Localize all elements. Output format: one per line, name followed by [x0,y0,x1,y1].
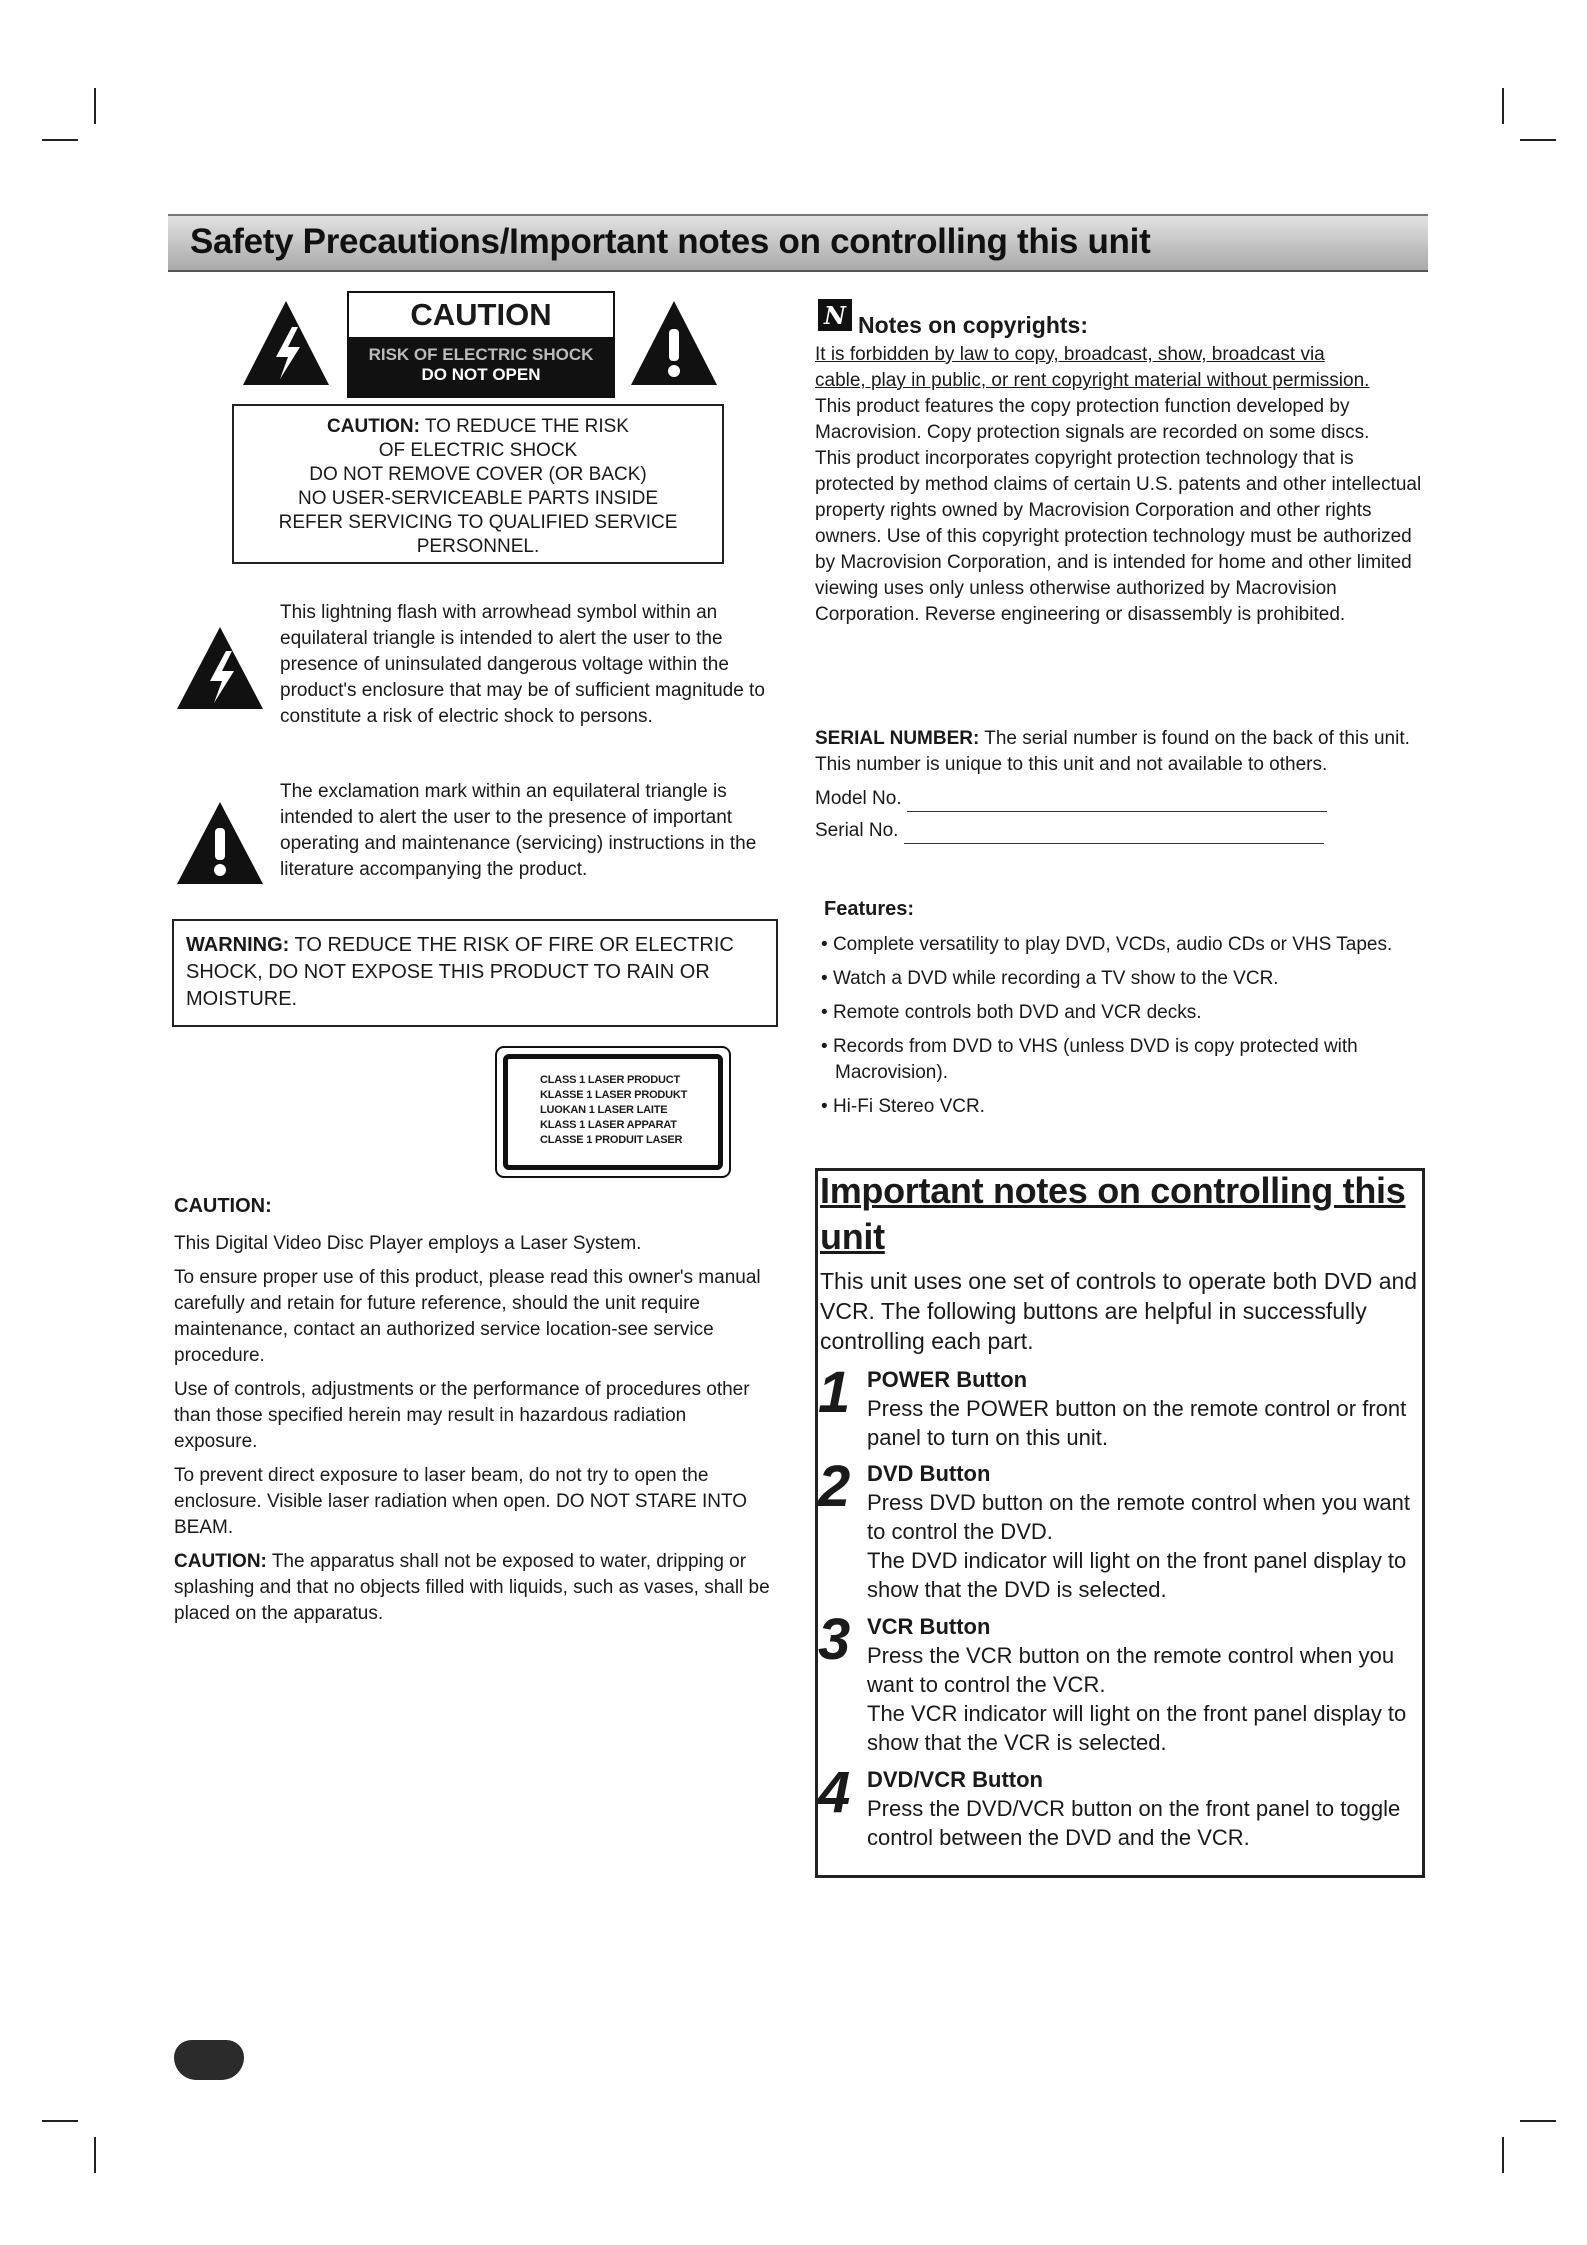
copyrights-para: This product features the copy protection function developed by Macrovision. Copy protection signals are recorded on some discs. [815,396,1370,443]
warning-text: TO REDUCE THE RISK OF FIRE OR ELECTRIC SHOCK, DO NOT EXPOSE THIS PRODUCT TO RAIN OR MOISTURE. [186,934,734,1010]
note-icon [817,298,853,332]
serial-bold: SERIAL NUMBER: [815,728,980,749]
model-no-field[interactable] [907,791,1327,812]
feature-item: • Hi-Fi Stereo VCR. [821,1096,985,1117]
copyrights-body [815,342,1425,628]
lightning-explanation: This lightning flash with arrowhead symbol within an equilateral triangle is intended to alert the user to the presence of uninsulated dangerous voltage within the product's enclosure that may be of sufficient magnitude to constitute a risk of electric shock to persons. [280,602,765,727]
serial-no-field[interactable] [904,823,1324,844]
caution-section [174,1193,774,1635]
step-heading: DVD/VCR Button [867,1767,1043,1792]
laser-product-label [495,1046,731,1178]
page-title-bar [168,214,1428,272]
step-body: Press DVD button on the remote control when you want to control the DVD. [867,1490,1410,1544]
crop-mark [1502,88,1504,124]
step-body: Press the DVD/VCR button on the front panel to toggle control between the DVD and the VCR. [867,1796,1401,1850]
caution-para: To ensure proper use of this product, please read this owner's manual carefully and retain for future reference, should the unit require maintenance, contact an authorized service location-see service procedure. [174,1267,761,1366]
caution-para: CAUTION: The apparatus shall not be exposed to water, dripping or splashing and that no objects filled with liquids, such as vases, shall be placed on the apparatus. [174,1551,770,1624]
caution-box-line4: NO USER-SERVICEABLE PARTS INSIDE [297,488,659,509]
crop-mark [94,88,96,124]
svg-text:N: N [824,301,846,330]
serial-no-label: Serial No. [815,820,899,841]
feature-item: • Records from DVD to VHS (unless DVD is copy protected with Macrovision). [821,1036,1358,1083]
important-notes-intro: This unit uses one set of controls to operate both DVD and VCR. The following buttons are helpful in successfully controlling each part. [820,1268,1418,1354]
step-heading: DVD Button [867,1461,991,1486]
exclamation-warning-icon [628,297,720,389]
crop-mark [42,139,78,141]
caution-label [347,291,615,398]
copyrights-heading: Notes on copyrights: [858,312,1089,338]
step-number: 2 [818,1454,851,1519]
caution-box-line2: OF ELECTRIC SHOCK [378,440,578,461]
step-body: The DVD indicator will light on the front panel display to show that the DVD is selected. [867,1548,1407,1602]
crop-mark [1520,2120,1556,2122]
lightning-triangle-icon [175,625,265,711]
step-body: The VCR indicator will light on the front panel display to show that the VCR is selected. [867,1701,1407,1755]
copyrights-para: This product incorporates copyright protection technology that is protected by method claims of certain U.S. patents and other intellectual property rights owned by Macrovision Corporation and other rights owners. Use of this copyright protection technology must be authorized by Macrovision Corporation, and is intended for home and other limited viewing uses only unless otherwise authorized by Macrovision Corporation. Reverse engineering or disassembly is prohibited. [815,448,1422,625]
exclamation-explanation: The exclamation mark within an equilateral triangle is intended to alert the user to the presence of important operating and maintenance (servicing) instructions in the literature accompanying the product. [280,781,757,880]
laser-label-line: KLASSE 1 LASER PRODUKT [540,1089,688,1101]
features-list [815,932,1415,1128]
caution-box-line3: DO NOT REMOVE COVER (OR BACK) [309,464,647,485]
laser-label-line: KLASS 1 LASER APPARAT [540,1119,677,1131]
feature-item: • Remote controls both DVD and VCR decks. [821,1002,1202,1023]
caution-para: Use of controls, adjustments or the performance of procedures other than those specified herein may result in hazardous radiation exposure. [174,1379,750,1452]
caution-box [232,404,724,564]
caution-box-line6: PERSONNEL. [416,536,540,557]
serial-text: The serial number is found on the back of this unit. This number is unique to this unit and not available to others. [815,728,1410,775]
step-body: Press the VCR button on the remote control when you want to control the VCR. [867,1643,1395,1697]
serial-section [815,726,1425,844]
caution-box-line1: TO REDUCE THE RISK [419,416,629,437]
page-title: Safety Precautions/Important notes on controlling this unit [190,222,1151,261]
caution-box-bold: CAUTION: [327,416,420,437]
step-heading: VCR Button [867,1614,991,1639]
step-number: 1 [818,1360,851,1425]
caution-label-heading: CAUTION [349,293,613,337]
caution-box-line5: REFER SERVICING TO QUALIFIED SERVICE [278,512,678,533]
caution-label-line2: DO NOT OPEN [421,365,541,384]
features-heading: Features: [824,898,915,920]
model-no-label: Model No. [815,788,902,809]
step-number: 4 [818,1760,851,1825]
feature-item: • Complete versatility to play DVD, VCDs, audio CDs or VHS Tapes. [821,934,1393,955]
laser-label-line: CLASSE 1 PRODUIT LASER [540,1134,683,1146]
crop-mark [42,2120,78,2122]
crop-mark [1520,139,1556,141]
step-heading: POWER Button [867,1367,1028,1392]
lightning-warning-icon [240,297,332,389]
caution-bold: CAUTION: [174,1551,267,1572]
feature-item: • Watch a DVD while recording a TV show to the VCR. [821,968,1279,989]
crop-mark [94,2137,96,2173]
important-notes-title: Important notes on controlling this unit [820,1170,1406,1257]
crop-mark [1502,2137,1504,2173]
laser-label-line: CLASS 1 LASER PRODUCT [540,1074,681,1086]
caution-label-line1: RISK OF ELECTRIC SHOCK [368,345,594,364]
page-tab-marker [174,2040,244,2080]
caution-para: This Digital Video Disc Player employs a Laser System. [174,1233,642,1254]
warning-bold: WARNING: [186,934,290,956]
step-body: Press the POWER button on the remote control or front panel to turn on this unit. [867,1396,1407,1450]
warning-box [172,919,778,1027]
laser-label-line: LUOKAN 1 LASER LAITE [540,1104,668,1116]
step-number: 3 [818,1607,851,1672]
exclamation-triangle-icon [175,800,265,886]
copyrights-underlined: It is forbidden by law to copy, broadcast, show, broadcast via cable, play in public, or rent copyright material without permission. [815,344,1370,391]
caution-heading: CAUTION: [174,1195,272,1217]
caution-para: To prevent direct exposure to laser beam, do not try to open the enclosure. Visible laser radiation when open. DO NOT STARE INTO BEAM. [174,1465,748,1538]
